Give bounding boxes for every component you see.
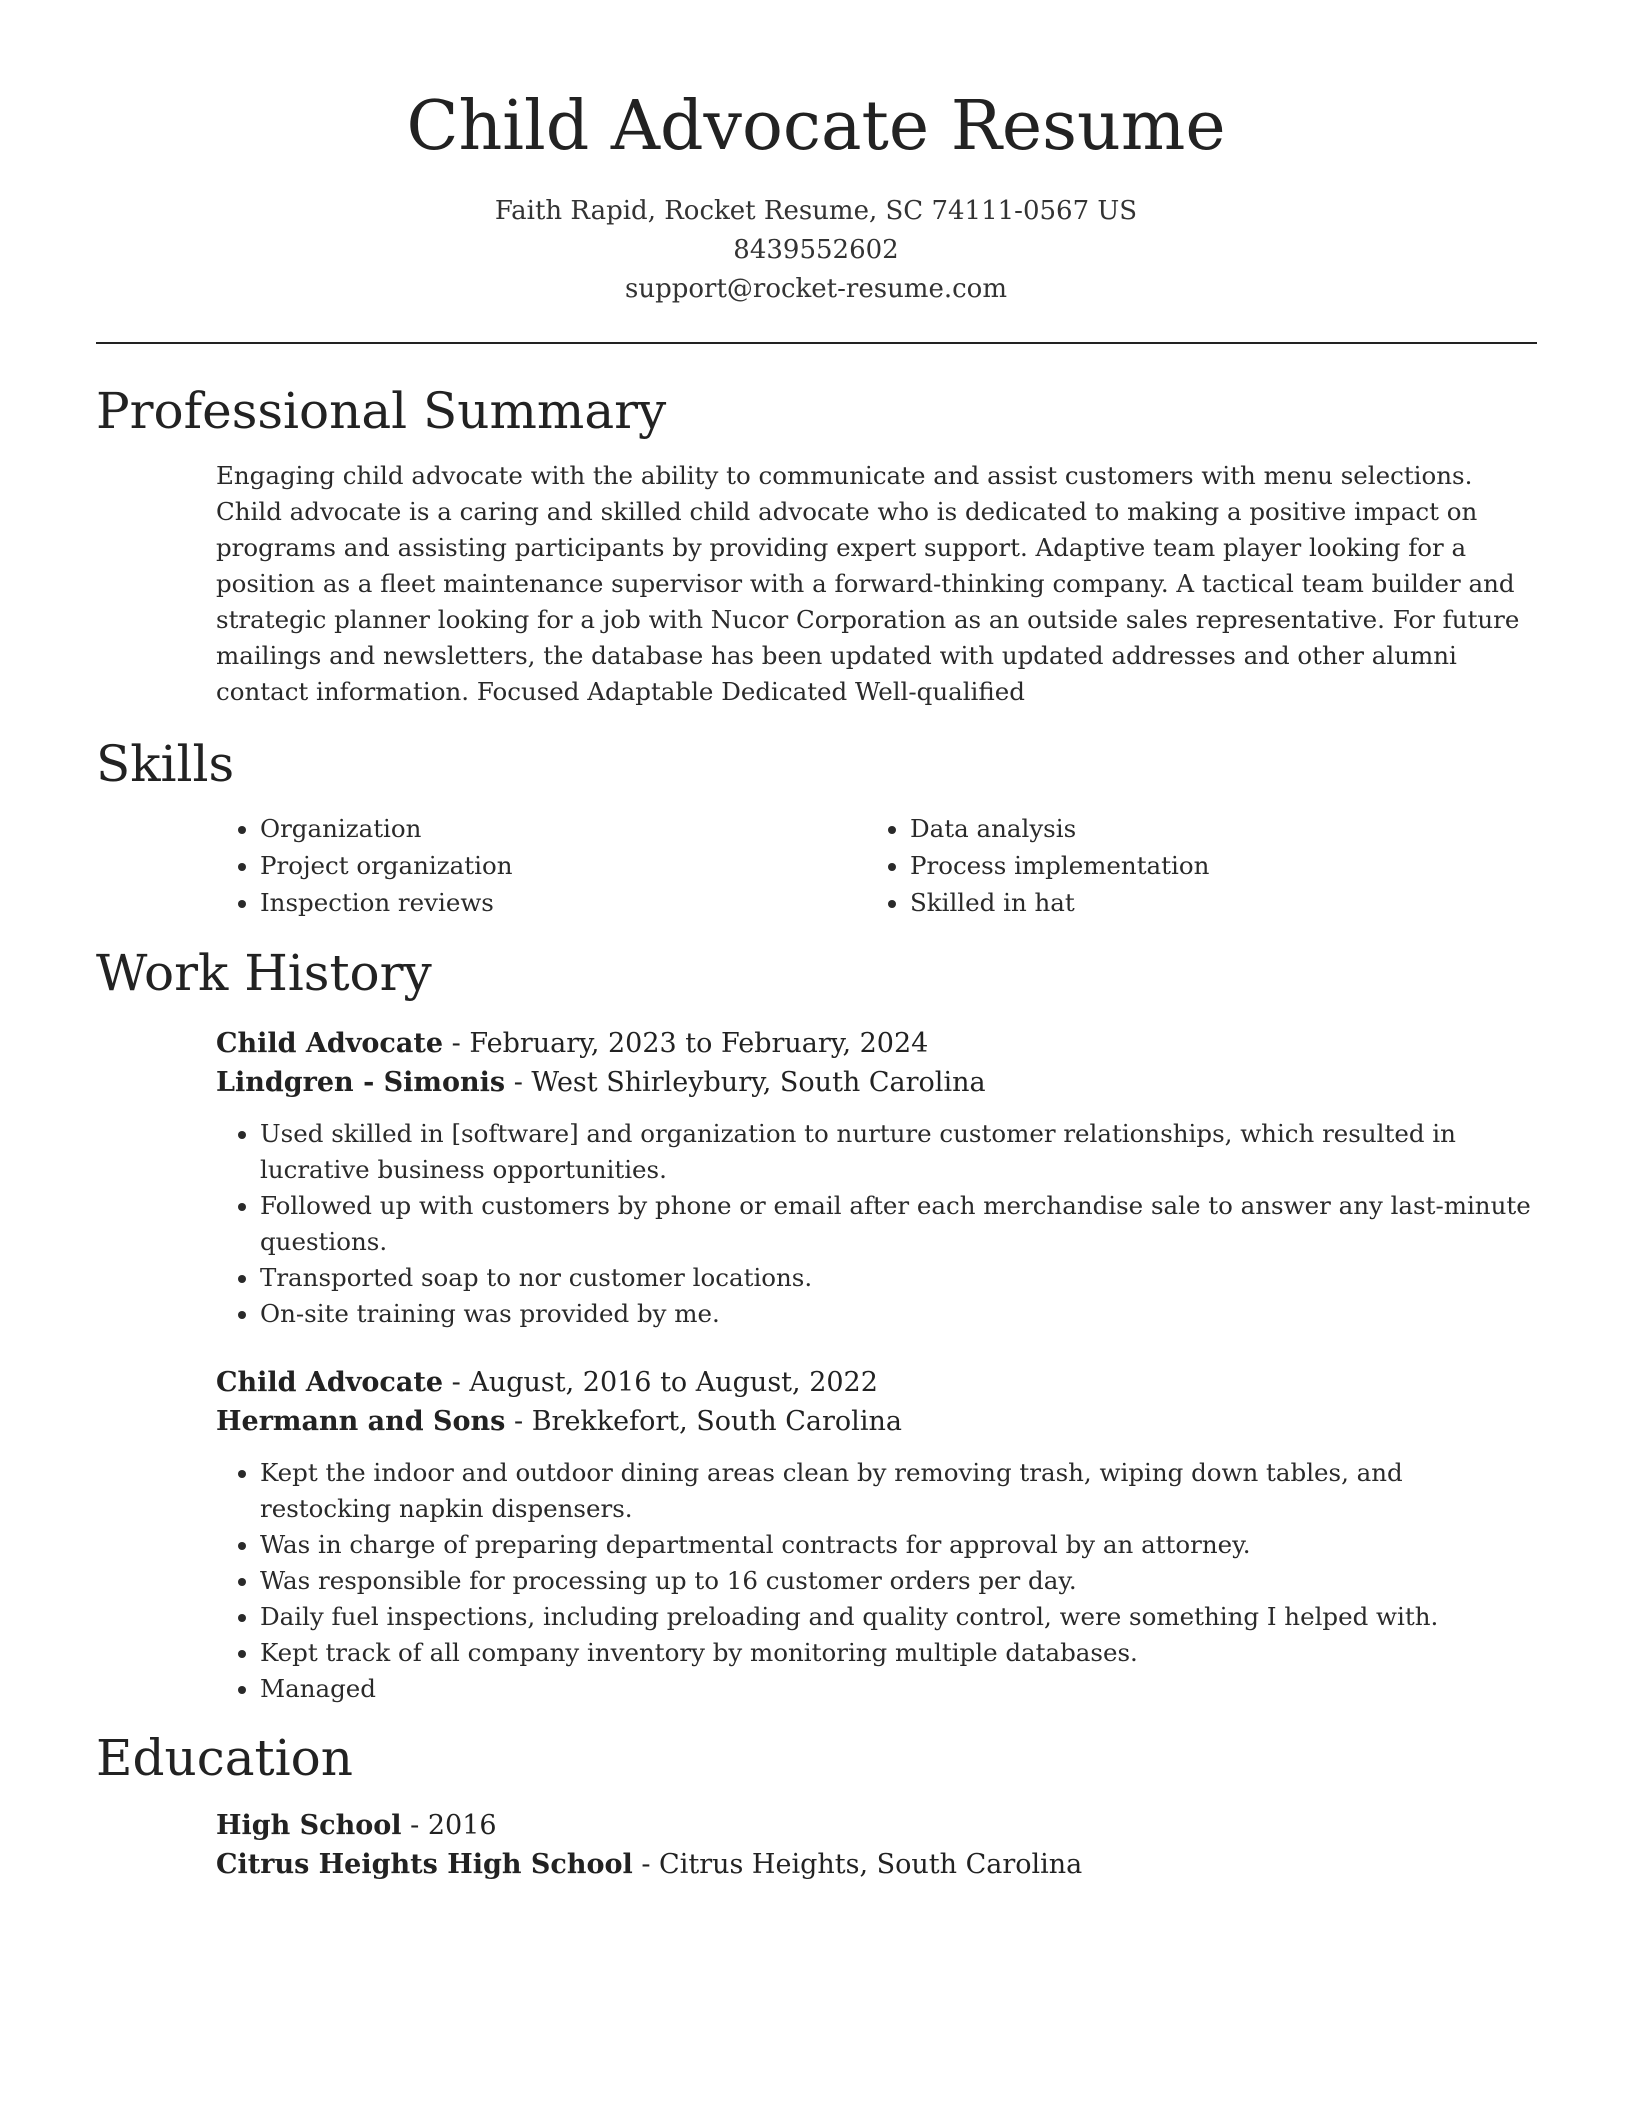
job-company-line: Hermann and Sons - Brekkefort, South Carolina xyxy=(216,1406,902,1437)
skill-item: • Organization xyxy=(260,810,866,847)
skill-item: • Project organization xyxy=(260,847,866,884)
job-company-line: Lindgren - Simonis - West Shirleybury, South Carolina xyxy=(216,1067,986,1098)
skills-column-left xyxy=(216,810,866,921)
duty-item: • Followed up with customers by phone or email after each merchandise sale to answer any last-minute questions. xyxy=(260,1188,1536,1260)
skills-column-right xyxy=(866,810,1516,921)
education-school-line: Citrus Heights High School - Citrus Heights, South Carolina xyxy=(216,1849,1083,1880)
skill-item: • Process implementation xyxy=(910,847,1516,884)
duty-item: • Managed xyxy=(260,1671,1536,1707)
skill-item: • Inspection reviews xyxy=(260,884,866,921)
education-degree: High School xyxy=(216,1810,402,1841)
summary-section xyxy=(216,458,1536,710)
contact-email: support@rocket-resume.com xyxy=(624,274,1007,304)
contact-address: Faith Rapid, Rocket Resume, SC 74111-0567 US xyxy=(494,196,1138,226)
duty-item: • Was responsible for processing up to 16 customer orders per day. xyxy=(260,1563,1536,1599)
duty-item: • Kept track of all company inventory by monitoring multiple databases. xyxy=(260,1635,1536,1671)
job-company: Hermann and Sons xyxy=(216,1406,506,1437)
resume-header xyxy=(0,0,1632,309)
duty-item: • Daily fuel inspections, including preloading and quality control, were something I helped with. xyxy=(260,1599,1536,1635)
summary-heading: Professional Summary xyxy=(96,382,667,440)
job-title: Child Advocate xyxy=(216,1367,444,1398)
job-entry xyxy=(216,1024,1536,1332)
education-heading: Education xyxy=(96,1729,353,1787)
job-title-line: Child Advocate - August, 2016 to August, 2022 xyxy=(216,1367,878,1398)
skills-list xyxy=(216,810,1536,921)
summary-text: Engaging child advocate with the ability to communicate and assist customers with menu selections. Child advocate is a caring and skilled child advocate who is dedicated to making a positive impact on programs and assisting participants by providing expert support. Adaptive team player looking for a position as a fleet maintenance supervisor with a forward-thinking company. A tactical team builder and strategic planner looking for a job with Nucor Corporation as an outside sales representative. For future mailings and newsletters, the database has been updated with updated addresses and other alumni contact information. Focused Adaptable Dedicated Well-qualified xyxy=(216,461,1520,706)
duty-item: • Was in charge of preparing departmental contracts for approval by an attorney. xyxy=(260,1527,1536,1563)
duty-item: • Kept the indoor and outdoor dining areas clean by removing trash, wiping down tables, and restocking napkin dispensers. xyxy=(260,1455,1536,1527)
job-dates: February, 2023 to February, 2024 xyxy=(469,1028,929,1059)
education-entry xyxy=(216,1806,1536,1884)
education-year: 2016 xyxy=(427,1810,497,1841)
job-location: West Shirleybury, South Carolina xyxy=(531,1067,986,1098)
duty-item: • On-site training was provided by me. xyxy=(260,1296,1536,1332)
job-dates: August, 2016 to August, 2022 xyxy=(469,1367,878,1398)
job-duties xyxy=(216,1116,1536,1332)
work-history-heading: Work History xyxy=(96,944,432,1002)
skill-item: • Skilled in hat xyxy=(910,884,1516,921)
duty-item: • Used skilled in [software] and organization to nurture customer relationships, which resulted in lucrative business opportunities. xyxy=(260,1116,1536,1188)
job-entry xyxy=(216,1363,1536,1707)
skills-heading: Skills xyxy=(96,735,235,793)
duty-item: • Transported soap to nor customer locations. xyxy=(260,1260,1536,1296)
job-company: Lindgren - Simonis xyxy=(216,1067,506,1098)
header-divider xyxy=(96,342,1537,344)
education-school: Citrus Heights High School xyxy=(216,1849,633,1880)
contact-phone: 8439552602 xyxy=(733,235,899,265)
education-location: Citrus Heights, South Carolina xyxy=(659,1849,1083,1880)
skill-item: • Data analysis xyxy=(910,810,1516,847)
job-title: Child Advocate xyxy=(216,1028,444,1059)
education-degree-line: High School - 2016 xyxy=(216,1810,497,1841)
job-location: Brekkefort, South Carolina xyxy=(531,1406,902,1437)
resume-title: Child Advocate Resume xyxy=(406,87,1226,166)
job-title-line: Child Advocate - February, 2023 to February, 2024 xyxy=(216,1028,929,1059)
job-duties xyxy=(216,1455,1536,1707)
contact-info xyxy=(0,192,1632,309)
